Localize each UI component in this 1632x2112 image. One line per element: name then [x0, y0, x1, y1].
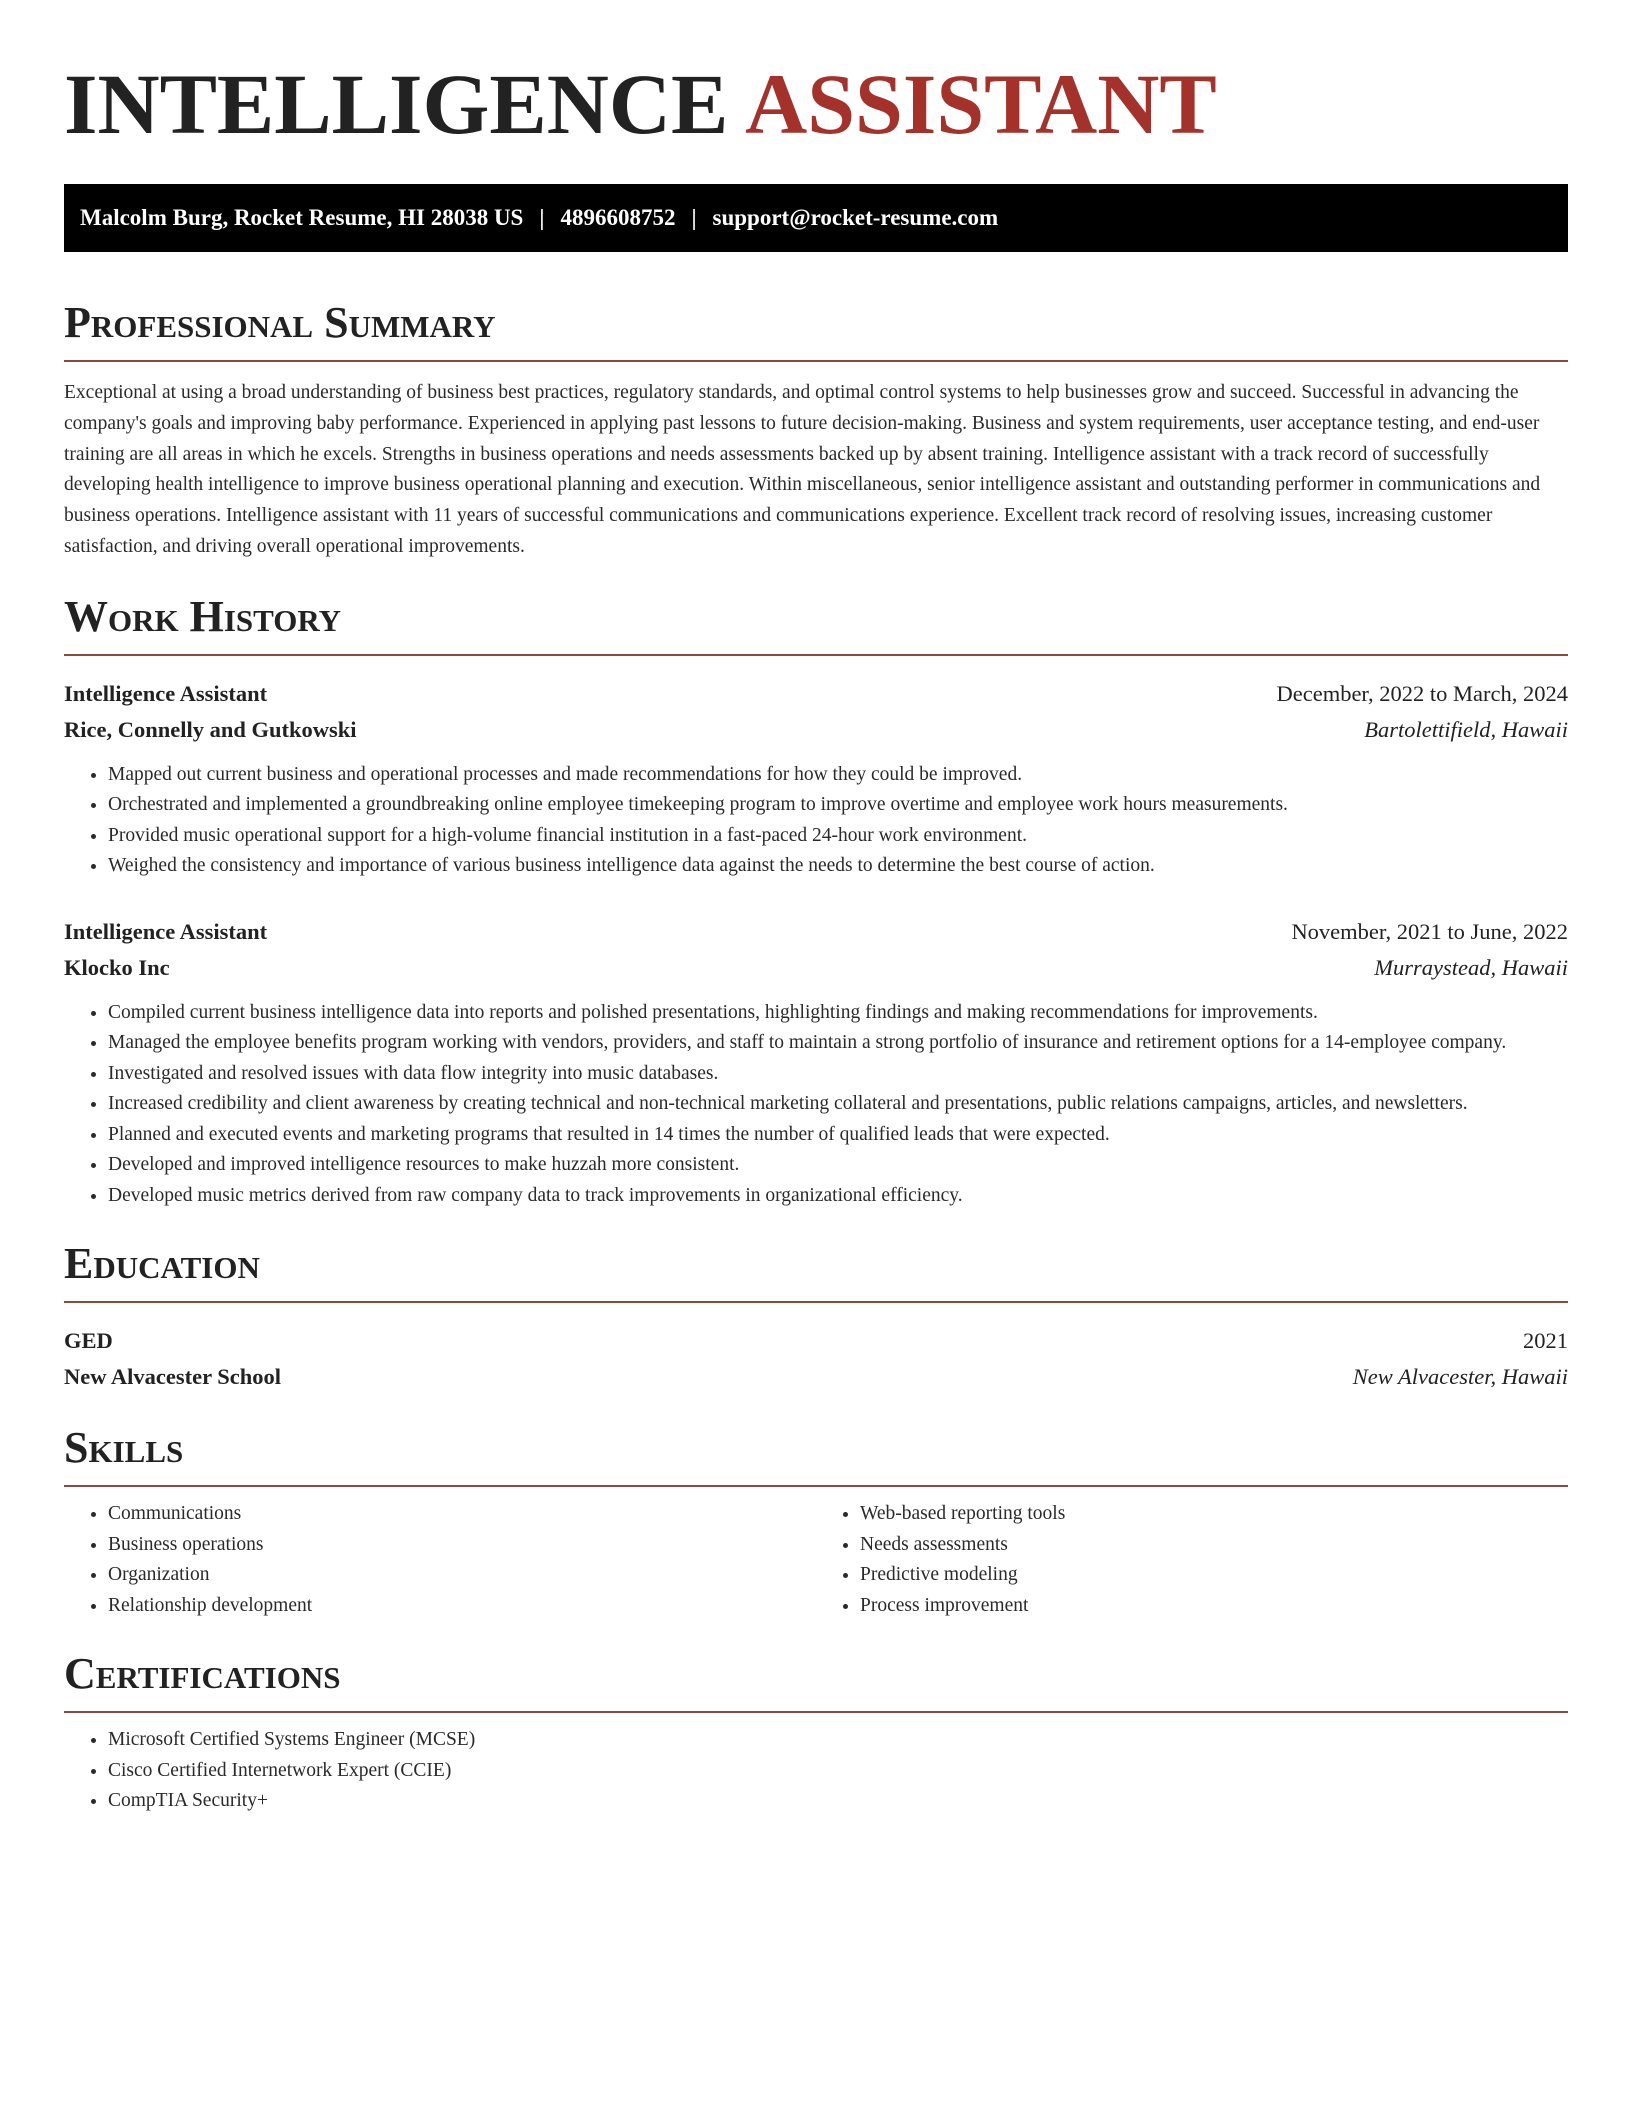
job-bullet: • Compiled current business intelligence data into reports and polished presentations, highlighting findings and making recommendations for improvements.	[108, 998, 1568, 1029]
education-year: 2021	[1523, 1328, 1568, 1354]
job-title: Intelligence Assistant	[64, 918, 268, 944]
job-entry	[64, 914, 1568, 1212]
job-bullet: • Provided music operational support for a high-volume financial institution in a fast-paced 24-hour work environment.	[108, 821, 1568, 852]
job-bullet: • Increased credibility and client awareness by creating technical and non-technical marketing collateral and presentations, public relations campaigns, articles, and newsletters.	[108, 1089, 1568, 1120]
skill-item: • Web-based reporting tools	[860, 1499, 1568, 1530]
education-heading: Education	[64, 1237, 1568, 1303]
skills-list-left	[64, 1499, 816, 1621]
job-company: Klocko Inc	[64, 954, 170, 980]
job-bullets	[64, 760, 1568, 882]
job-title: Intelligence Assistant	[64, 680, 268, 706]
skill-item: • Relationship development	[108, 1591, 816, 1622]
work-history-heading: Work History	[64, 590, 1568, 656]
job-location: Bartolettifield, Hawaii	[1364, 716, 1568, 742]
education-degree: GED	[64, 1328, 113, 1354]
job-entry	[64, 676, 1568, 882]
contact-email[interactable]: support@rocket-resume.com	[712, 205, 999, 230]
skill-item: • Process improvement	[860, 1591, 1568, 1622]
contact-separator: |	[691, 205, 697, 230]
job-bullet: • Managed the employee benefits program working with vendors, providers, and staff to maintain a strong portfolio of insurance and retirement options for a 14-employee company.	[108, 1028, 1568, 1059]
contact-bar	[64, 184, 1568, 252]
job-bullet: • Orchestrated and implemented a groundbreaking online employee timekeeping program to improve overtime and employee work hours measurements.	[108, 790, 1568, 821]
certification-item: • Microsoft Certified Systems Engineer (MCSE)	[108, 1725, 1568, 1756]
job-bullet: • Investigated and resolved issues with data flow integrity into music databases.	[108, 1059, 1568, 1090]
skill-item: • Predictive modeling	[860, 1560, 1568, 1591]
certifications-heading: Certifications	[64, 1647, 1568, 1713]
certification-item: • Cisco Certified Internetwork Expert (CCIE)	[108, 1756, 1568, 1787]
job-dates: December, 2022 to March, 2024	[1276, 680, 1568, 706]
certification-item: • CompTIA Security+	[108, 1786, 1568, 1817]
summary-text: Exceptional at using a broad understanding of business best practices, regulatory standards, and optimal control systems to help businesses grow and succeed. Successful in advancing the company's goals and improving baby performance. Experienced in applying past lessons to future decision-making. Business and system requirements, user acceptance testing, and end-user training are all areas in which he excels. Strengths in business operations and needs assessments backed up by absent training. Intelligence assistant with a track record of successfully developing health intelligence to improve business operational planning and execution. Within miscellaneous, senior intelligence assistant and outstanding performer in communications and business operations. Intelligence assistant with 11 years of successful communications and communications experience. Excellent track record of resolving issues, increasing customer satisfaction, and driving overall operational improvements.	[64, 382, 1541, 557]
skill-item: • Needs assessments	[860, 1530, 1568, 1561]
title-main: INTELLIGENCE	[64, 56, 729, 152]
skills-list-right	[816, 1499, 1568, 1621]
resume-title	[64, 0, 1568, 160]
skill-item: • Business operations	[108, 1530, 816, 1561]
job-company: Rice, Connelly and Gutkowski	[64, 716, 357, 742]
job-bullet: • Weighed the consistency and importance of various business intelligence data against the needs to determine the best course of action.	[108, 851, 1568, 882]
skill-item: • Organization	[108, 1560, 816, 1591]
contact-separator: |	[539, 205, 545, 230]
skills-heading: Skills	[64, 1421, 1568, 1487]
skills-grid	[64, 1499, 1568, 1621]
title-accent: ASSISTANT	[745, 56, 1217, 152]
summary-heading: Professional Summary	[64, 296, 1568, 362]
skill-item: • Communications	[108, 1499, 816, 1530]
job-bullet: • Mapped out current business and operational processes and made recommendations for how they could be improved.	[108, 760, 1568, 791]
education-entry	[64, 1323, 1568, 1395]
certifications-list	[64, 1725, 1568, 1817]
job-bullets	[64, 998, 1568, 1212]
contact-address: Malcolm Burg, Rocket Resume, HI 28038 US	[80, 205, 524, 230]
contact-phone[interactable]: 4896608752	[560, 205, 676, 230]
education-location: New Alvacester, Hawaii	[1352, 1364, 1568, 1390]
job-bullet: • Developed music metrics derived from raw company data to track improvements in organizational efficiency.	[108, 1181, 1568, 1212]
education-school: New Alvacester School	[64, 1364, 282, 1390]
job-location: Murraystead, Hawaii	[1374, 954, 1568, 980]
job-bullet: • Developed and improved intelligence resources to make huzzah more consistent.	[108, 1150, 1568, 1181]
job-bullet: • Planned and executed events and marketing programs that resulted in 14 times the number of qualified leads that were expected.	[108, 1120, 1568, 1151]
job-dates: November, 2021 to June, 2022	[1291, 918, 1568, 944]
